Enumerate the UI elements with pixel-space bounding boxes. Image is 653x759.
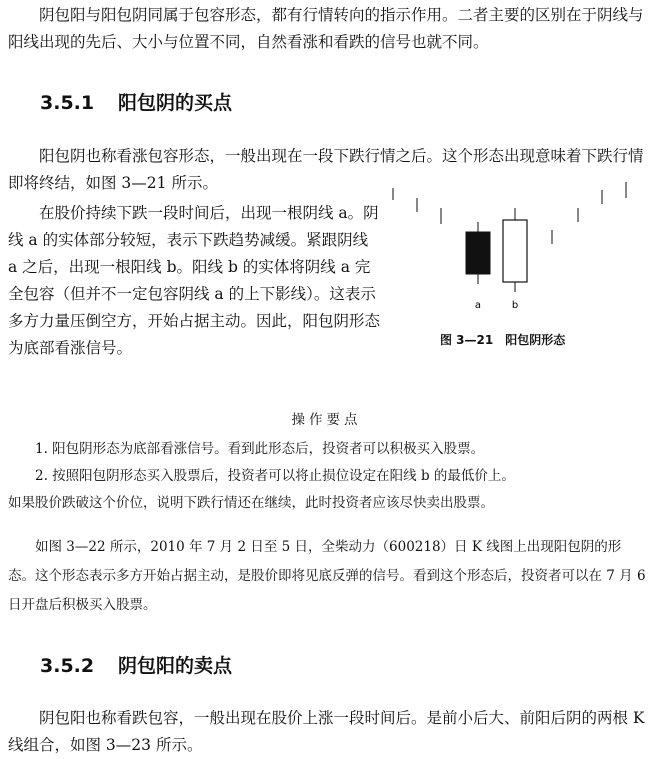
section-heading-3-5-2 xyxy=(40,651,232,678)
section1-paragraph1: 阳包阴也称看涨包容形态，一般出现在一段下跌行情之后。这个形态出现意味着下跌行情即将终结，如图 3—21 所示。 xyxy=(8,147,644,192)
key-point-2-continued: 如果股价跌破这个价位，说明下跌行情还在继续，此时投资者应该尽快卖出股票。 xyxy=(8,495,494,511)
section-number: 3.5.1 xyxy=(40,92,95,114)
candlestick-chart xyxy=(385,178,645,328)
section1-paragraph2: 在股价持续下跌一段时间后，出现一根阴线 a。阴线 a 的实体部分较短，表示下跌趋势减缓。紧跟阴线 a 之后，出现一根阳线 b。阳线 b 的实体将阴线 a 完全包容（但并不一定包容阴线 a 的上下影线）。这表示多方力量压倒空方，开始占据主动。因此，阳包阴形态为底部看涨信号。 xyxy=(8,204,381,357)
example-paragraph: 如图 3—22 所示，2010 年 7 月 2 日至 5 日，全柴动力（600218）日 K 线图上出现阳包阴的形态。这个形态表示多方开始占据主动，是股价即将见底反弹的信号。看到这个形态后，投资者可以在 7 月 6 日开盘后积极买入股票。 xyxy=(8,539,646,613)
candle-a-body xyxy=(466,232,490,274)
candle-a-label: a xyxy=(474,300,482,311)
figure-caption: 图 3—21 阳包阴形态 xyxy=(440,333,566,347)
section-title: 阴包阳的卖点 xyxy=(118,655,233,677)
section-heading-3-5-1 xyxy=(40,88,232,115)
candle-b-label: b xyxy=(511,300,519,311)
section-title: 阳包阴的买点 xyxy=(118,92,233,114)
key-point-2: 2. 按照阳包阴形态买入股票后，投资者可以将止损位设定在阳线 b 的最低价上。 xyxy=(35,468,515,484)
section2-paragraph1: 阴包阳也称看跌包容，一般出现在股价上涨一段时间后。是前小后大、前阳后阴的两根 K 线组合，如图 3—23 所示。 xyxy=(8,709,645,754)
key-points-title: 操作要点 xyxy=(291,412,362,428)
key-point-1: 1. 阳包阴形态为底部看涨信号。看到此形态后，投资者可以积极买入股票。 xyxy=(35,441,485,457)
intro-paragraph: 阴包阳与阳包阴同属于包容形态，都有行情转向的指示作用。二者主要的区别在于阴线与阳线出现的先后、大小与位置不同，自然看涨和看跌的信号也就不同。 xyxy=(8,6,644,51)
candle-b-body xyxy=(503,220,527,282)
section-number: 3.5.2 xyxy=(40,655,95,677)
